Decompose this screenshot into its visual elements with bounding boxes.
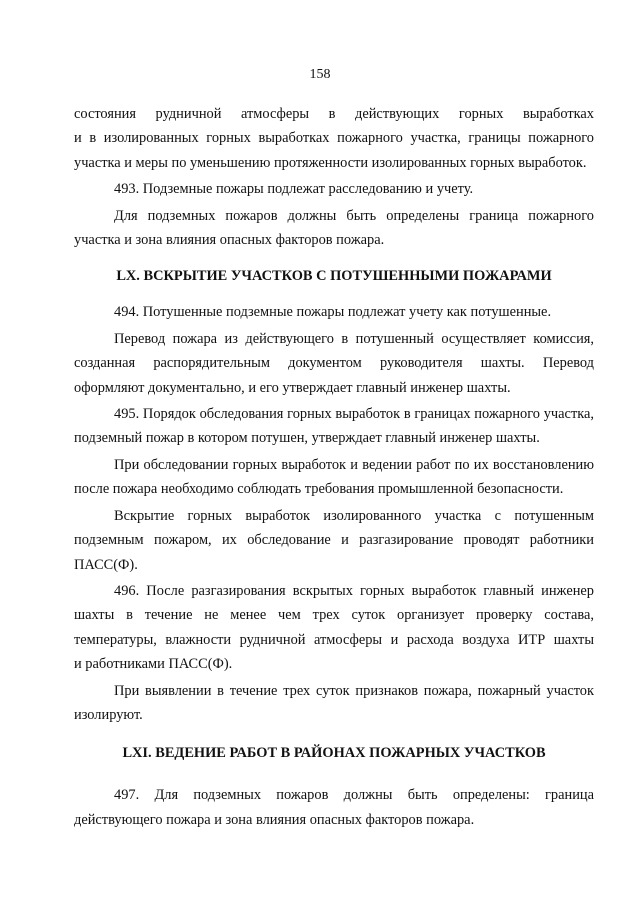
- text-line: 494. Потушенные подземные пожары подлежат учету как потушенные.: [114, 304, 552, 321]
- text-line: 496. После разгазирования вскрытых горных выработок главный инженер: [114, 582, 594, 599]
- text-line: Для подземных пожаров должны быть определены граница пожарного: [114, 207, 594, 224]
- text-line: изолируют.: [74, 706, 143, 723]
- text-line: температуры, влажности рудничной атмосферы и расхода воздуха ИТР шахты: [74, 631, 594, 648]
- text-line: созданная распорядительным документом руководителя шахты. Перевод: [74, 355, 594, 372]
- text-line: и в изолированных горных выработках пожарного участка, границы пожарного: [74, 130, 594, 147]
- text-line: оформляют документально, и его утверждает главный инженер шахты.: [74, 379, 511, 396]
- paragraph-496: [74, 579, 594, 677]
- text-line: При обследовании горных выработок и ведении работ по их восстановлению: [114, 456, 594, 473]
- text-line: участка и меры по уменьшению протяженности изолированных горных выработок.: [74, 154, 587, 171]
- text-line: подземный пожар в котором потушен, утверждает главный инженер шахты.: [74, 430, 540, 447]
- page-number: 158: [309, 67, 331, 82]
- paragraph-495-b: [74, 453, 594, 502]
- text-line: 497. Для подземных пожаров должны быть определены: граница: [114, 787, 594, 804]
- paragraph-continuation: [74, 102, 594, 175]
- paragraph-497: [74, 783, 594, 832]
- text-line: При выявлении в течение трех суток признаков пожара, пожарный участок: [114, 682, 594, 699]
- document-body: [74, 102, 594, 832]
- text-line: 495. Порядок обследования горных выработок в границах пожарного участка,: [114, 406, 594, 423]
- text-line: шахты в течение не менее чем трех суток организует проверку состава,: [74, 607, 594, 624]
- text-line: подземным пожаром, их обследование и разгазирование проводят работники: [74, 532, 594, 549]
- paragraph-493: [74, 177, 594, 201]
- text-line: состояния рудничной атмосферы в действующих горных выработках: [74, 106, 594, 122]
- text-line: после пожара необходимо соблюдать требования промышленной безопасности.: [74, 481, 564, 498]
- paragraph-494-b: [74, 327, 594, 400]
- text-line: ПАСС(Ф).: [74, 556, 138, 573]
- paragraph-493-b: [74, 204, 594, 253]
- text-line: 493. Подземные пожары подлежат расследованию и учету.: [114, 181, 474, 198]
- text-line: действующего пожара и зона влияния опасных факторов пожара.: [74, 811, 475, 828]
- text-line: участка и зона влияния опасных факторов пожара.: [74, 232, 385, 249]
- paragraph-494: [74, 300, 594, 324]
- section-heading-lxi: LXI. ВЕДЕНИЕ РАБОТ В РАЙОНАХ ПОЖАРНЫХ УЧАСТКОВ: [122, 745, 546, 762]
- paragraph-495-c: [74, 504, 594, 577]
- paragraph-495: [74, 402, 594, 451]
- text-line: Вскрытие горных выработок изолированного участка с потушенным: [114, 507, 594, 524]
- text-line: и работниками ПАСС(Ф).: [74, 656, 233, 673]
- paragraph-496-b: [74, 679, 594, 728]
- text-line: Перевод пожара из действующего в потушенный осуществляет комиссия,: [114, 330, 594, 347]
- section-heading-lx: LX. ВСКРЫТИЕ УЧАСТКОВ С ПОТУШЕННЫМИ ПОЖАРАМИ: [116, 268, 552, 285]
